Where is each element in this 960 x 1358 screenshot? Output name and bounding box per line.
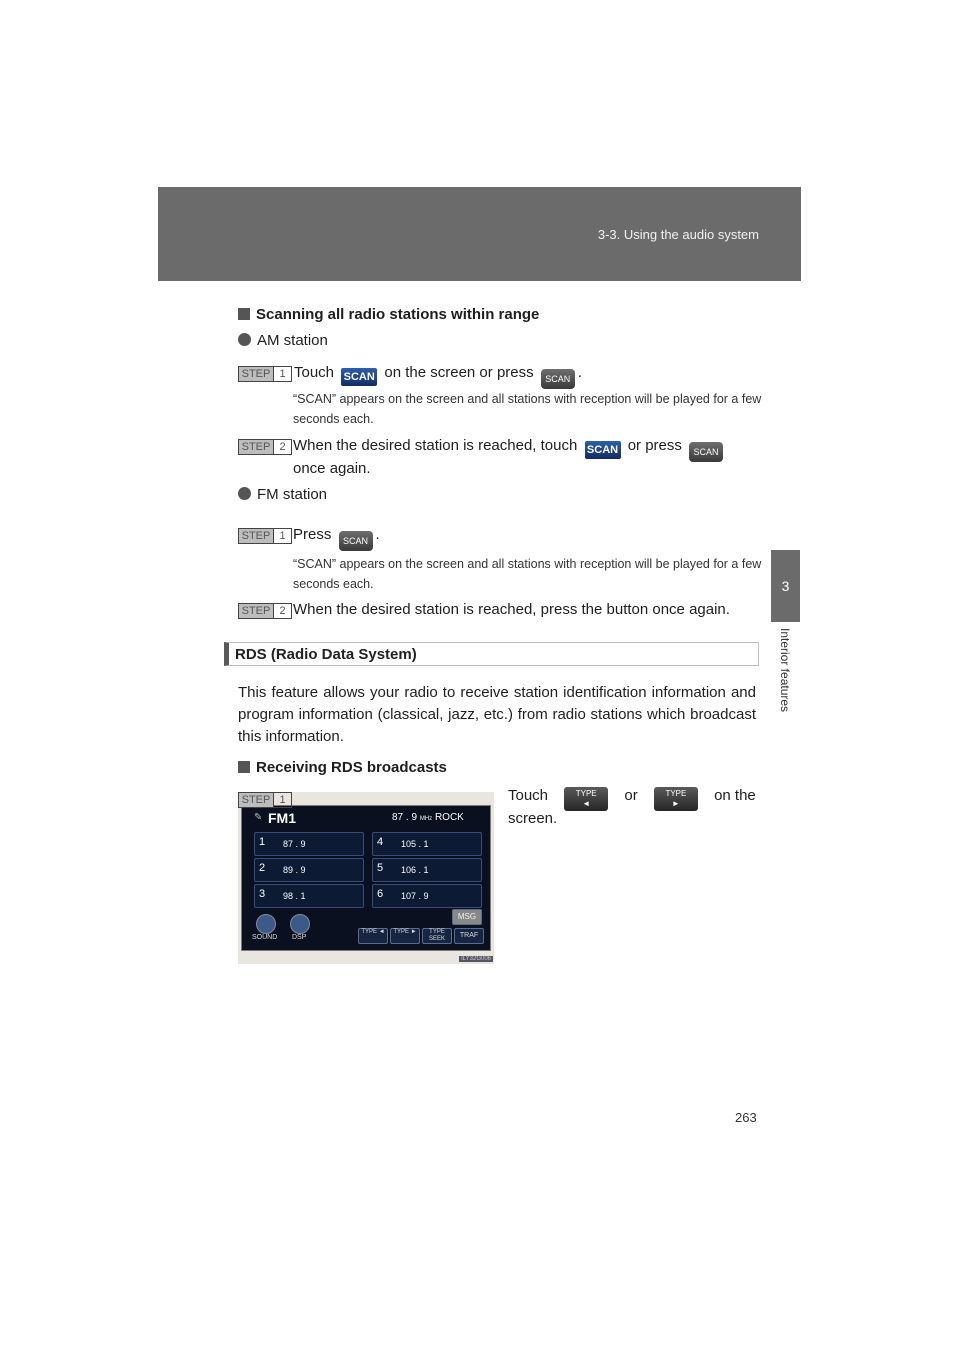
step-label: STEP (239, 793, 273, 807)
scan-hard-button[interactable]: SCAN (339, 531, 373, 551)
fm-step1-note: “SCAN” appears on the screen and all stations with reception will be played for a few seconds each. (293, 557, 762, 591)
type-left-top: TYPE (575, 789, 597, 798)
preset-button[interactable] (372, 858, 482, 882)
type-left-arrow-icon: ◄ (582, 799, 591, 808)
am-step2-c: once again. (293, 460, 371, 477)
chapter-tab (771, 550, 800, 622)
dsp-label: DSP (292, 934, 307, 941)
am-step2-b: or press (627, 437, 682, 454)
step-badge (238, 603, 292, 619)
fm-step1-text (293, 526, 380, 551)
type-left-screen-button[interactable]: TYPE ◄ (358, 928, 388, 944)
step-number: 1 (273, 793, 291, 807)
preset-freq: 98 . 1 (283, 891, 306, 901)
step-number: 1 (273, 367, 291, 381)
scan-heading (238, 306, 539, 323)
scan-hard-button[interactable]: SCAN (689, 442, 723, 462)
preset-button[interactable] (372, 832, 482, 856)
genre-label: ROCK (434, 812, 464, 823)
am-step2-a: When the desired station is reached, touch (293, 437, 578, 454)
rds-title-bar (224, 642, 759, 666)
radio-display (241, 805, 491, 951)
am-step1-text (294, 364, 582, 389)
rds-title: RDS (Radio Data System) (235, 646, 417, 663)
am-step1-note: “SCAN” appears on the screen and all stations with reception will be played for a few seconds each. (293, 392, 762, 426)
fm-step1-a: Press (293, 526, 332, 543)
dsp-icon[interactable] (290, 914, 310, 934)
circle-bullet-icon (238, 487, 251, 500)
step-number: 1 (273, 529, 291, 543)
preset-button[interactable] (254, 832, 364, 856)
preset-freq: 89 . 9 (283, 865, 306, 875)
chapter-label-wrap (772, 630, 798, 740)
current-frequency (392, 812, 464, 823)
sound-label: SOUND (252, 934, 278, 941)
antenna-icon: ✎ (254, 812, 263, 823)
rds-receiving-heading (238, 759, 447, 776)
step-badge (238, 792, 292, 808)
fm-step2-text: When the desired station is reached, press the button once again. (293, 601, 730, 618)
type-right-screen-button[interactable]: TYPE ► (390, 928, 420, 944)
am-step1-b: on the screen or press (384, 364, 534, 381)
step-number: 2 (273, 440, 291, 454)
figure-code: ILY32G006 (461, 956, 491, 962)
radio-screen-illustration (238, 792, 494, 964)
am-step2-text (293, 437, 726, 462)
preset-freq: 106 . 1 (401, 865, 429, 875)
scan-touch-button[interactable]: SCAN (341, 368, 377, 386)
page-number: 263 (735, 1110, 757, 1125)
step-badge (238, 366, 292, 382)
freq-unit: MHz (419, 816, 433, 822)
fm-title (238, 486, 327, 503)
rds-paragraph: This feature allows your radio to receive station identification information and program information (classical, jazz, etc.) from radio stations which broadcast this information. (238, 684, 756, 745)
section-header-band (158, 187, 801, 281)
traf-button[interactable]: TRAF (454, 928, 484, 944)
rds-step1-a: Touch (508, 787, 549, 804)
type-right-button[interactable] (654, 787, 698, 811)
step-label: STEP (239, 440, 273, 454)
preset-num: 6 (377, 888, 384, 900)
am-title-text: AM station (257, 332, 328, 349)
preset-num: 3 (259, 888, 266, 900)
preset-button[interactable] (254, 884, 364, 908)
preset-num: 1 (259, 836, 266, 848)
step-badge (238, 439, 292, 455)
rds-receiving-heading-text: Receiving RDS broadcasts (256, 759, 447, 776)
freq-value: 87 . 9 (392, 812, 418, 823)
scan-hard-button[interactable]: SCAN (541, 369, 575, 389)
type-left-button[interactable] (564, 787, 608, 811)
fm-step1-b: . (375, 526, 380, 543)
preset-num: 2 (259, 862, 266, 874)
preset-freq: 107 . 9 (401, 891, 429, 901)
sound-icon[interactable] (256, 914, 276, 934)
am-step1-c: . (577, 364, 582, 381)
scan-touch-button[interactable]: SCAN (585, 441, 621, 459)
rds-step1-text (508, 787, 756, 811)
step-badge (238, 528, 292, 544)
am-step1-a: Touch (294, 364, 335, 381)
step-label: STEP (239, 367, 273, 381)
am-title (238, 332, 328, 349)
step-number: 2 (273, 604, 291, 618)
chapter-label: Interior features (778, 628, 792, 713)
preset-button[interactable] (372, 884, 482, 908)
type-seek-button[interactable]: TYPE SEEK (422, 928, 452, 944)
type-right-arrow-icon: ► (671, 799, 680, 808)
rds-step1-c: on the (714, 787, 756, 804)
preset-freq: 87 . 9 (283, 839, 306, 849)
square-bullet-icon (238, 308, 250, 320)
type-right-top: TYPE (665, 789, 687, 798)
scan-heading-text: Scanning all radio stations within range (256, 306, 540, 323)
preset-freq: 105 . 1 (401, 839, 429, 849)
rds-step1-d: screen. (508, 810, 558, 827)
preset-num: 4 (377, 836, 384, 848)
square-bullet-icon (238, 761, 250, 773)
circle-bullet-icon (238, 333, 251, 346)
preset-num: 5 (377, 862, 384, 874)
section-title: 3-3. Using the audio system (597, 227, 759, 242)
step-label: STEP (239, 604, 273, 618)
rds-step1-b: or (624, 787, 638, 804)
step-label: STEP (239, 529, 273, 543)
band-label: FM1 (268, 810, 296, 826)
fm-title-text: FM station (257, 486, 328, 503)
chapter-number: 3 (781, 578, 790, 594)
preset-button[interactable] (254, 858, 364, 882)
msg-button[interactable]: MSG (452, 909, 482, 925)
